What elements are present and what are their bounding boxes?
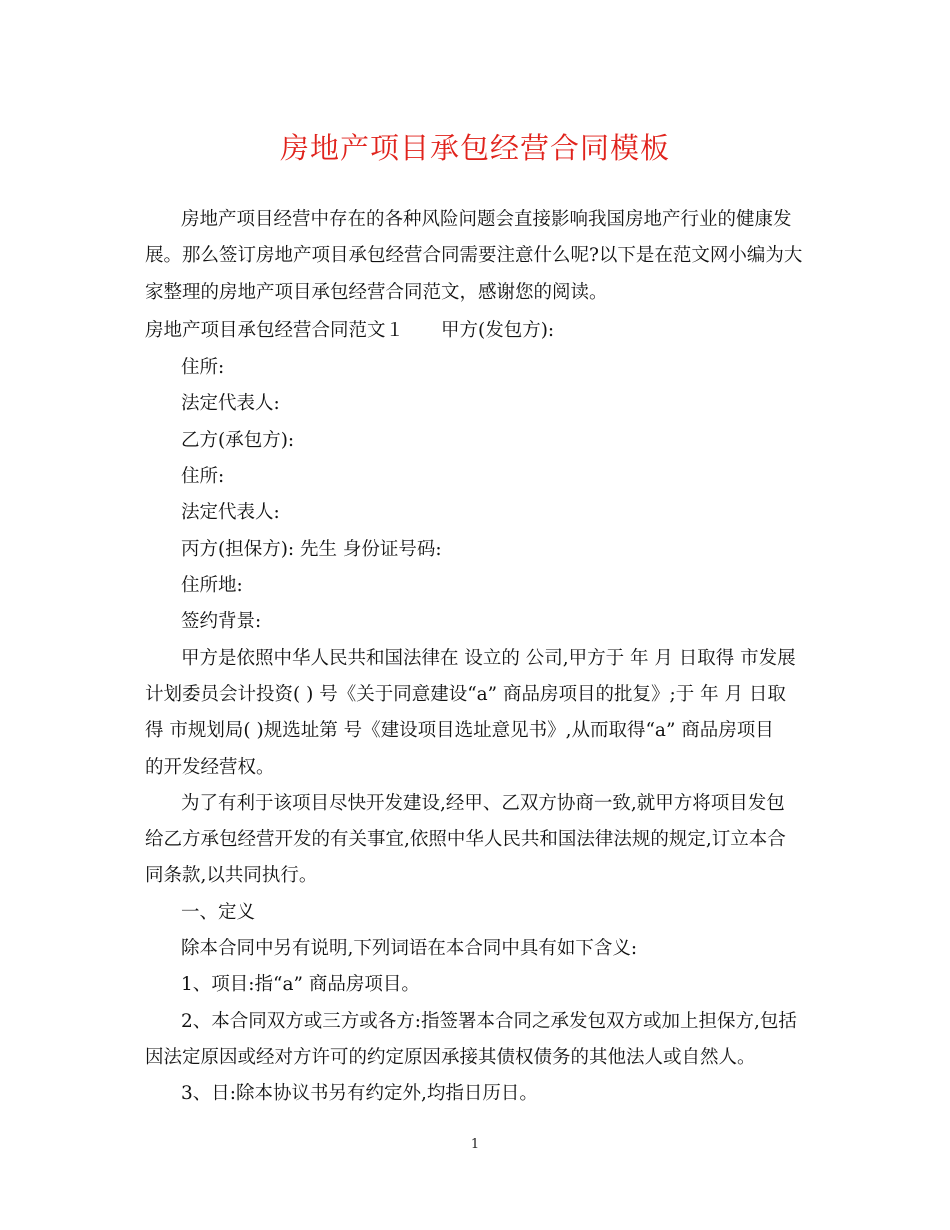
- contract-heading-line: 房地产项目承包经营合同范文１ 甲方(发包方):: [145, 320, 555, 341]
- paragraph-line: 家整理的房地产项目承包经营合同范文，感谢您的阅读。: [145, 282, 608, 303]
- paragraph-line: 给乙方承包经营开发的有关事宜,依照中华人民共和国法律法规的规定,订立本合: [145, 829, 786, 850]
- paragraph-line: 同条款,以共同执行。: [145, 865, 318, 886]
- paragraph-line: 得 市规划局( )规选址第 号《建设项目选址意见书》,从而取得“a” 商品房项目: [145, 720, 774, 741]
- paragraph-line: 除本合同中另有说明,下列词语在本合同中具有如下含义:: [181, 938, 638, 959]
- field-label: 法定代表人:: [181, 502, 280, 523]
- paragraph-line: 的开发经营权。: [145, 757, 275, 778]
- paragraph-line: 房地产项目经营中存在的各种风险问题会直接影响我国房地产行业的健康发: [181, 209, 792, 230]
- paragraph-line: 为了有利于该项目尽快开发建设,经甲、乙双方协商一致,就甲方将项目发包: [181, 793, 785, 814]
- paragraph-line: 计划委员会计投资( ) 号《关于同意建设“a” 商品房项目的批复》;于 年 月 日取: [145, 684, 786, 705]
- definition-item: 1、项目:指“a” 商品房项目。: [181, 974, 420, 995]
- paragraph-line: 甲方是依照中华人民共和国法律在 设立的 公司,甲方于 年 月 日取得 市发展: [181, 648, 796, 669]
- document-title: 房地产项目承包经营合同模板: [279, 131, 670, 165]
- definition-item: 3、日:除本协议书另有约定外,均指日历日。: [181, 1083, 538, 1104]
- field-label: 丙方(担保方): 先生 身份证号码:: [181, 539, 442, 560]
- field-label: 乙方(承包方):: [181, 430, 295, 451]
- field-label: 签约背景:: [181, 611, 262, 632]
- field-label: 住所地:: [181, 575, 243, 596]
- field-label: 法定代表人:: [181, 393, 280, 414]
- paragraph-line: 因法定原因或经对方许可的约定原因承接其债权债务的其他法人或自然人。: [145, 1047, 756, 1068]
- paragraph-line: 展。那么签订房地产项目承包经营合同需要注意什么呢?以下是在范文网小编为大: [145, 245, 803, 266]
- definition-item: 2、本合同双方或三方或各方:指签署本合同之承发包双方或加上担保方,包括: [181, 1011, 797, 1032]
- section-heading: 一、定义: [181, 902, 256, 923]
- field-label: 住所:: [181, 466, 225, 487]
- page-number: 1: [470, 1137, 480, 1152]
- field-label: 住所:: [181, 357, 225, 378]
